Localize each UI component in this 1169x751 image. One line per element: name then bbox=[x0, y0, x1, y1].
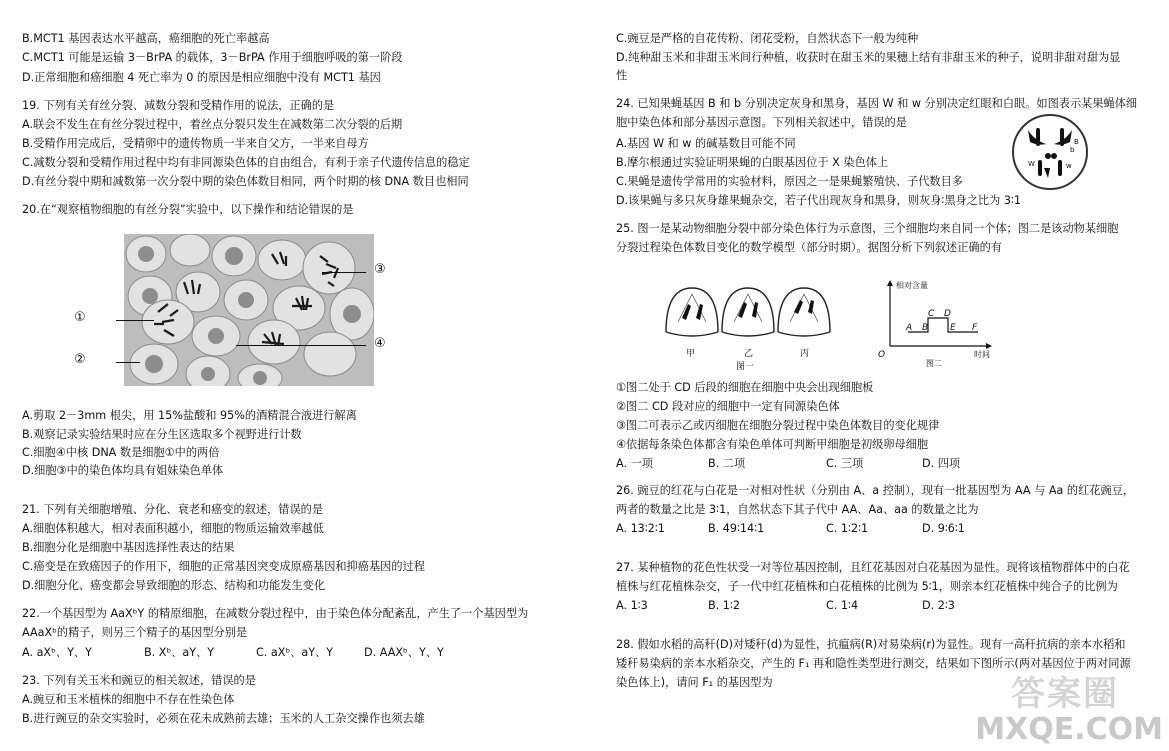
q24-option-b: B.摩尔根通过实验证明果蝇的白眼基因位于 X 染色体上 bbox=[616, 156, 889, 169]
q23-option-d-cont: 性 bbox=[616, 69, 628, 82]
q21-option-c: C.癌变是在致癌因子的作用下，细胞的正常基因突变成原癌基因和抑癌基因的过程 bbox=[22, 560, 425, 573]
q26-options bbox=[616, 522, 1012, 536]
q18-option-d: D.正常细胞和癌细胞 4 死亡率为 0 的原因是相应细胞中没有 MCT1 基因 bbox=[22, 71, 381, 84]
point-e: E bbox=[950, 323, 956, 333]
figure-one bbox=[660, 282, 836, 372]
callout-line-1 bbox=[116, 320, 154, 321]
q25-option-a: A. 一项 bbox=[616, 457, 653, 470]
callout-label-3: ③ bbox=[374, 262, 386, 277]
callout-label-1: ① bbox=[74, 310, 86, 325]
q25-option-c: C. 三项 bbox=[826, 457, 864, 470]
q20-option-a: A.剪取 2－3mm 根尖，用 15%盐酸和 95%的酒精混合液进行解离 bbox=[22, 409, 357, 422]
q25-statement-1: ①图二处于 CD 后段的细胞在细胞中央会出现细胞板 bbox=[616, 381, 874, 394]
q27-option-b: B. 1∶2 bbox=[708, 599, 740, 612]
figure-two-caption: 图二 bbox=[926, 359, 942, 368]
q25-statement-3: ③图二可表示乙或丙细胞在细胞分裂过程中染色体数目的变化规律 bbox=[616, 419, 940, 432]
q27-stem-line1: 27. 某种植物的花色性状受一对等位基因控制，且红花基因对白花基因为显性。现将该植物群体中的白花 bbox=[616, 561, 1130, 574]
q19-option-a: A.联会不发生在有丝分裂过程中，着丝点分裂只发生在减数第二次分裂的后期 bbox=[22, 118, 403, 131]
q22-stem-line2: AAaXᵇ的精子，则另三个精子的基因型分别是 bbox=[22, 626, 248, 639]
q25-options bbox=[616, 457, 1012, 471]
figure-two-origin: O bbox=[878, 350, 886, 360]
q28-stem-line3: 染色体上)，请问 F₁ 的基因型为 bbox=[616, 676, 773, 689]
q23-option-b: B.进行豌豆的杂交实验时，必须在花未成熟前去雄；玉米的人工杂交操作也须去雄 bbox=[22, 712, 425, 725]
point-c: C bbox=[928, 309, 935, 319]
callout-line-4 bbox=[236, 345, 366, 346]
q20-option-d: D.细胞③中的染色体均具有姐妹染色单体 bbox=[22, 464, 224, 477]
q26-stem-line1: 26. 豌豆的红花与白花是一对相对性状（分别由 A、a 控制），现有一批基因型为 AA 与 Aa 的红花豌豆， bbox=[616, 484, 1135, 497]
q27-options bbox=[616, 599, 1012, 613]
callout-label-4: ④ bbox=[374, 336, 386, 351]
cell-label-jia: 甲 bbox=[686, 349, 696, 359]
q21-option-d: D.细胞分化、癌变都会导致细胞的形态、结构和功能发生变化 bbox=[22, 579, 326, 592]
q23-option-d: D.纯种甜玉米和非甜玉米间行种植，收获时在甜玉米的果穗上结有非甜玉米的种子，说明非甜对甜为显 bbox=[616, 51, 1121, 64]
q25-stem-line2: 分裂过程染色体数目变化的数学模型（部分时期）。据图分析下列叙述正确的有 bbox=[616, 241, 1002, 254]
q27-option-d: D. 2∶3 bbox=[922, 599, 955, 612]
watermark-site: MXQE.COM bbox=[975, 712, 1163, 747]
q24-option-d: D.该果蝇与多只灰身雄果蝇杂交，若子代出现灰身和黑身，则灰身∶黑身之比为 3∶1 bbox=[616, 194, 1021, 207]
figure-two-ylabel: 相对含量 bbox=[896, 281, 928, 290]
q28-stem-line1: 28. 假如水稻的高秆(D)对矮秆(d)为显性，抗瘟病(R)对易染病(r)为显性。现有一高秆抗病的亲本水稻和 bbox=[616, 638, 1126, 651]
fly-gene-w-upper: W bbox=[1028, 160, 1035, 168]
q19-option-d: D.有丝分裂中期和减数第一次分裂中期的染色体数目相同，两个时期的核 DNA 数目也相同 bbox=[22, 175, 469, 188]
fly-gene-w-lower: w bbox=[1066, 162, 1072, 170]
q21-option-a: A.细胞体积越大，相对表面积越小，细胞的物质运输效率越低 bbox=[22, 522, 324, 535]
q24-stem-line2: 胞中染色体和部分基因示意图。下列相关叙述中，错误的是 bbox=[616, 116, 907, 129]
q26-option-d: D. 9∶6∶1 bbox=[922, 522, 965, 535]
point-d: D bbox=[944, 309, 951, 319]
q25-statement-2: ②图二 CD 段对应的细胞中一定有同源染色体 bbox=[616, 400, 840, 413]
q19-stem: 19. 下列有关有丝分裂、减数分裂和受精作用的说法，正确的是 bbox=[22, 99, 335, 112]
callout-line-2 bbox=[116, 362, 140, 363]
cell-label-bing: 丙 bbox=[800, 349, 810, 359]
point-b: B bbox=[922, 323, 929, 333]
q22-option-d: D. AAXᵇ、Y、Y bbox=[364, 646, 444, 659]
watermark-logo: 答案圈 bbox=[1011, 674, 1119, 714]
q19-option-c: C.减数分裂和受精作用过程中均有非同源染色体的自由组合，有利于亲子代遗传信息的稳定 bbox=[22, 156, 470, 169]
q25-stem-line1: 25. 图一是某动物细胞分裂中部分染色体行为示意图，三个细胞均来自同一个体；图二是该动物某细胞 bbox=[616, 222, 1119, 235]
fly-chromosome-svg bbox=[1014, 116, 1086, 188]
q25-option-d: D. 四项 bbox=[922, 457, 961, 470]
q25-statement-4: ④依据每条染色体都含有染色单体可判断甲细胞是初级卵母细胞 bbox=[616, 438, 929, 451]
q28-stem-line2: 矮秆易染病的亲本水稻杂交，产生的 F₁ 再和隐性类型进行测交，结果如下图所示(两对基因位于两对同源 bbox=[616, 657, 1131, 670]
q20-stem: 20.在“观察植物细胞的有丝分裂”实验中，以下操作和结论错误的是 bbox=[22, 203, 354, 216]
fly-chromosome-figure bbox=[1012, 114, 1088, 190]
root-tip-micrograph bbox=[124, 234, 374, 386]
q23-option-c: C.豌豆是严格的自花传粉、闭花受粉，自然状态下一般为纯种 bbox=[616, 32, 919, 45]
cell-label-yi: 乙 bbox=[744, 349, 754, 359]
figure-one-svg bbox=[660, 282, 836, 372]
q26-option-c: C. 1∶2∶1 bbox=[826, 522, 869, 535]
q27-stem-line2: 植株与红花植株杂交，子一代中红花植株和白花植株的比例为 5∶1，则亲本红花植株中纯合子的比例为 bbox=[616, 580, 1118, 593]
figure-two-xlabel: 时间 bbox=[974, 350, 990, 359]
callout-line-3 bbox=[322, 272, 366, 273]
q24-option-c: C.果蝇是遗传学常用的实验材料，原因之一是果蝇繁殖快、子代数目多 bbox=[616, 175, 963, 188]
q26-option-b: B. 49∶14∶1 bbox=[708, 522, 765, 535]
q26-option-a: A. 13∶2∶1 bbox=[616, 522, 665, 535]
q24-option-a: A.基因 W 和 w 的碱基数目可能不同 bbox=[616, 137, 796, 150]
q22-options bbox=[22, 646, 474, 660]
q26-stem-line2: 两者的数量之比是 3∶1，自然状态下其子代中 AA、Aa、aa 的数量之比为 bbox=[616, 503, 979, 516]
fly-gene-b-lower: b bbox=[1070, 146, 1075, 154]
q27-option-a: A. 1∶3 bbox=[616, 599, 648, 612]
q18-option-b: B.MCT1 基因表达水平越高，癌细胞的死亡率越高 bbox=[22, 32, 270, 45]
q21-option-b: B.细胞分化是细胞中基因选择性表达的结果 bbox=[22, 541, 235, 554]
callout-label-2: ② bbox=[74, 352, 86, 367]
q20-option-c: C.细胞④中核 DNA 数是细胞①中的两倍 bbox=[22, 446, 220, 459]
point-a: A bbox=[906, 323, 913, 333]
fly-gene-b-upper: B bbox=[1074, 138, 1079, 146]
q22-option-c: C. aXᵇ、aY、Y bbox=[256, 646, 334, 659]
q19-option-b: B.受精作用完成后，受精卵中的遗传物质一半来自父方，一半来自母方 bbox=[22, 137, 369, 150]
point-f: F bbox=[972, 323, 978, 333]
figure-one-caption: 图一 bbox=[736, 362, 755, 372]
q25-option-b: B. 二项 bbox=[708, 457, 746, 470]
q23-stem: 23. 下列有关玉米和豌豆的相关叙述，错误的是 bbox=[22, 674, 256, 687]
q27-option-c: C. 1∶4 bbox=[826, 599, 859, 612]
q23-option-a: A.豌豆和玉米植株的细胞中不存在性染色体 bbox=[22, 693, 235, 706]
figure-two-svg bbox=[878, 276, 1014, 368]
q20-option-b: B.观察记录实验结果时应在分生区选取多个视野进行计数 bbox=[22, 428, 302, 441]
q22-stem-line1: 22.一个基因型为 AaXᵇY 的精原细胞，在减数分裂过程中，由于染色体分配紊乱，产生了一个基因型为 bbox=[22, 607, 529, 620]
q21-stem: 21. 下列有关细胞增殖、分化、衰老和癌变的叙述，错误的是 bbox=[22, 503, 324, 516]
q22-option-a: A. aXᵇ、Y、Y bbox=[22, 646, 92, 659]
q18-option-c: C.MCT1 可能是运输 3－BrPA 的载体，3－BrPA 作用于细胞呼吸的第一阶段 bbox=[22, 51, 403, 64]
micrograph-svg bbox=[124, 234, 374, 386]
q24-stem-line1: 24. 已知果蝇基因 B 和 b 分别决定灰身和黑身，基因 W 和 w 分别决定红眼和白眼。如图表示某果蝇体细 bbox=[616, 97, 1138, 110]
q22-option-b: B. Xᵇ、aY、Y bbox=[144, 646, 215, 659]
figure-two bbox=[878, 276, 1014, 368]
